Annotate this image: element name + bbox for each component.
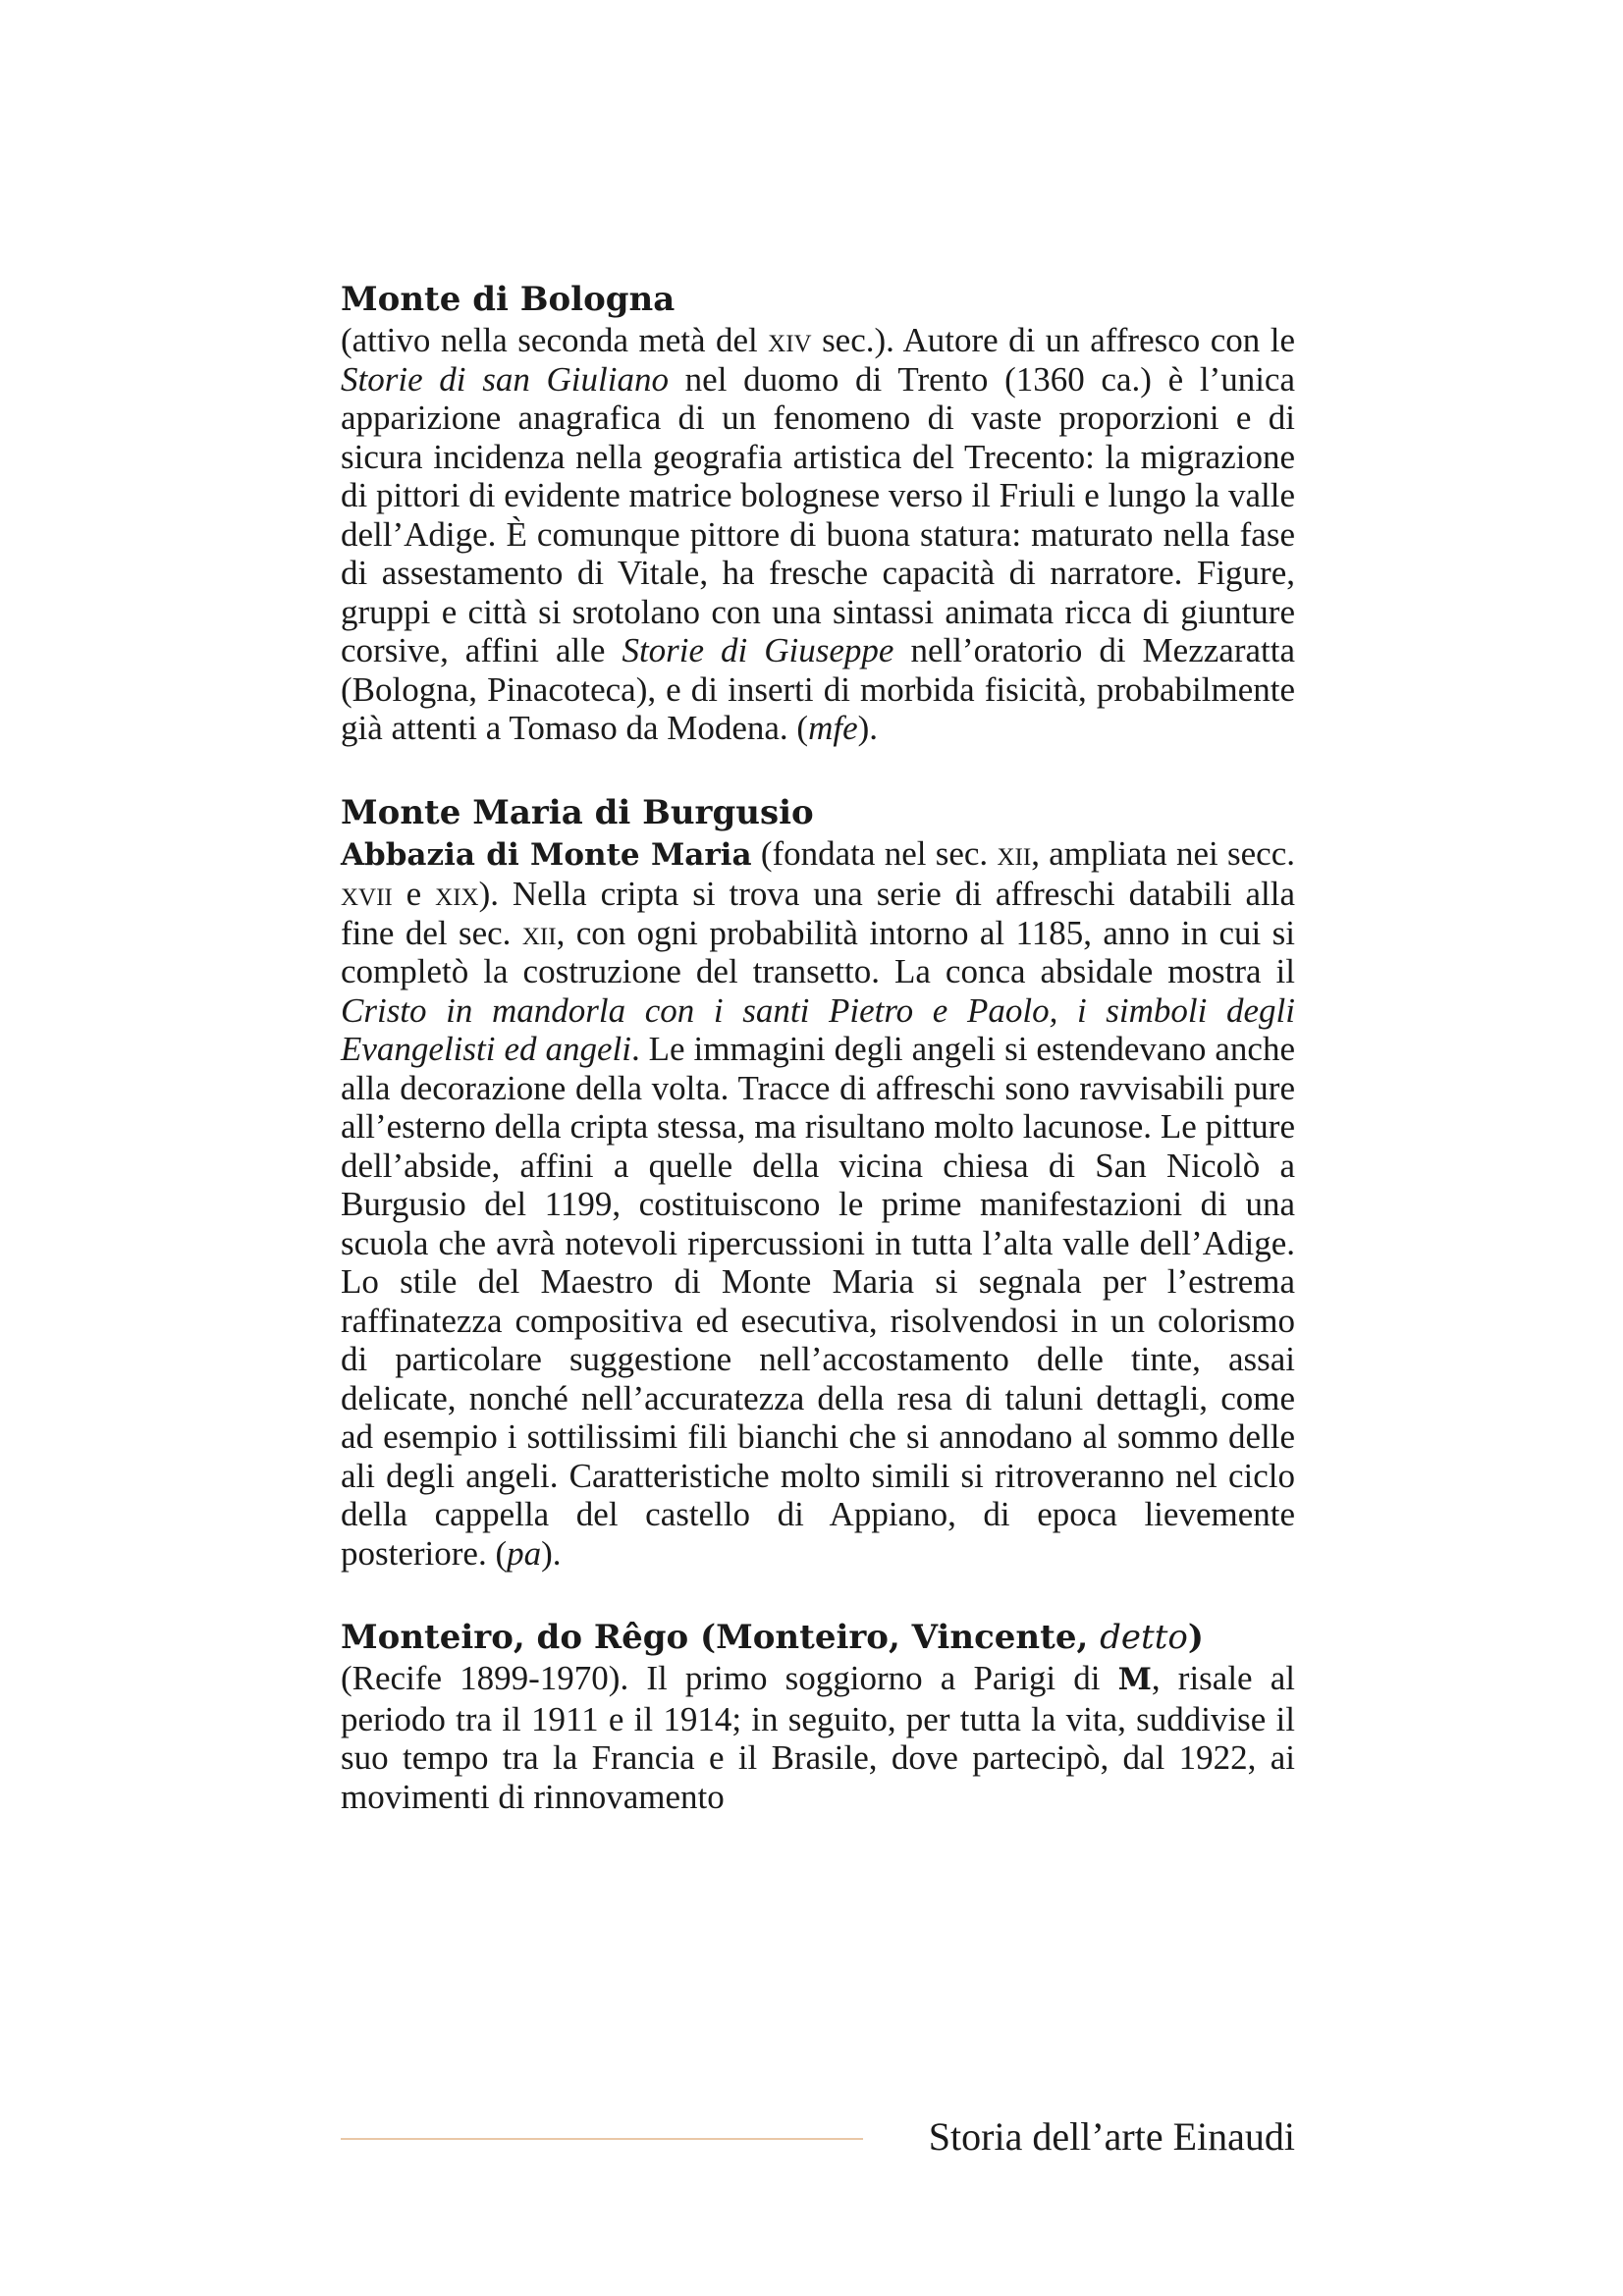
entry-body — [341, 834, 1295, 1574]
bold-run: Abbazia di Monte Maria — [341, 836, 752, 873]
text-run: (attivo nella seconda metà del — [341, 321, 769, 359]
small-caps-run: xii — [521, 913, 557, 952]
entry-title-text: Monte Maria di Burgusio — [341, 792, 814, 832]
page-footer — [341, 2112, 1295, 2162]
small-caps-run: xii — [997, 833, 1032, 873]
text-run: nell’oratorio di Mezzaratta (Bologna, Pinacoteca), e di inserti di morbida fisicità, probabilmente già attenti a Tomaso da Modena. ( — [341, 631, 1295, 747]
text-run: nel duomo di Trento (1360 ca.) è l’unica apparizione anagrafica di un fenomeno di vaste proporzioni e di sicura incidenza nella geografia artistica del Trecento: la migrazione di pittori di evidente matrice bolognese verso il Friuli e lungo la valle dell’Adige. È comunque pittore di buona statura: maturato nella fase di assestamento di Vitale, ha fresche capacità di narratore. Figure, gruppi e città si srotolano con una sintassi animata ricca di giunture corsive, affini alle — [341, 359, 1295, 669]
entry-title — [341, 278, 1295, 321]
entry-monteiro-do-rego — [341, 1616, 1295, 1816]
entry-title-end: ) — [1187, 1618, 1204, 1657]
footer-publisher: Storia dell’arte Einaudi — [928, 2114, 1295, 2159]
entry-title — [341, 1616, 1295, 1659]
entry-title-text: Monteiro, do Rêgo (Monteiro, Vincente, — [341, 1618, 1101, 1657]
entry-monte-maria-di-burgusio — [341, 791, 1295, 1574]
author-initials: mfe — [808, 709, 858, 747]
entry-title — [341, 791, 1295, 834]
page-body — [341, 278, 1295, 1859]
entry-body — [341, 1659, 1295, 1816]
text-run: , ampliata nei secc. — [1031, 833, 1296, 873]
italic-run: Storie di san Giuliano — [341, 359, 669, 399]
small-caps-run: xiv — [768, 321, 812, 359]
small-caps-run: xix — [435, 875, 479, 913]
author-initials: pa — [507, 1533, 542, 1573]
entry-title-italic: detto — [1100, 1618, 1188, 1657]
text-run: ). — [857, 709, 879, 747]
text-run: (Recife 1899-1970). Il primo soggiorno a Parigi di — [341, 1659, 1118, 1697]
footer-rule — [341, 2138, 863, 2140]
small-caps-run: xvii — [341, 875, 393, 913]
text-run: sec.). Autore di un affresco con le — [811, 321, 1295, 359]
entry-monte-di-bologna — [341, 278, 1295, 748]
text-run: ). — [541, 1533, 562, 1573]
bold-run: M — [1117, 1662, 1152, 1697]
italic-run: Cristo in mandorla con i santi Pietro e Paolo, i simboli degli Evangelisti ed angeli — [341, 990, 1295, 1068]
text-run: , con ogni probabilità intorno al 1185, anno in cui si completò la costruzione del transetto. La conca absidale mostra il — [341, 913, 1295, 990]
text-run: . Le immagini degli angeli si estendevano anche alla decorazione della volta. Tracce di affreschi sono ravvisabili pure all’esterno della cripta stessa, ma risultano molto lacunose. Le pitture dell’abside, affini a quelle della vicina chiesa di San Nicolò a Burgusio del 1199, costituiscono le prime manifestazioni di una scuola che avrà notevoli ripercussioni in tutta l’alta valle dell’Adige. Lo stile del Maestro di Monte Maria si segnala per l’estrema raffinatezza compositiva ed esecutiva, risolvendosi in un colorismo di particolare suggestione nell’accostamento delle tinte, assai delicate, nonché nell’accuratezza della resa di taluni dettagli, come ad esempio i sottilissimi fili bianchi che si annodano al sommo delle ali degli angeli. Caratteristiche molto simili si ritroveranno nel ciclo della cappella del castello di Appiano, di epoca lievemente posteriore. ( — [341, 1030, 1295, 1573]
text-run: (fondata nel sec. — [751, 833, 998, 873]
italic-run: Storie di Giuseppe — [622, 631, 894, 669]
entry-title-text: Monte di Bologna — [341, 280, 676, 319]
text-run: e — [392, 875, 436, 913]
text-run: , risale al periodo tra il 1911 e il 1914; in seguito, per tutta la vita, suddivise il suo tempo tra la Francia e il Brasile, dove partecipò, dal 1922, ai movimenti di rinnovamento — [341, 1659, 1296, 1816]
entry-body — [341, 321, 1295, 748]
text-run: ). Nella cripta si trova una serie di affreschi databili alla fine del sec. — [341, 875, 1295, 952]
